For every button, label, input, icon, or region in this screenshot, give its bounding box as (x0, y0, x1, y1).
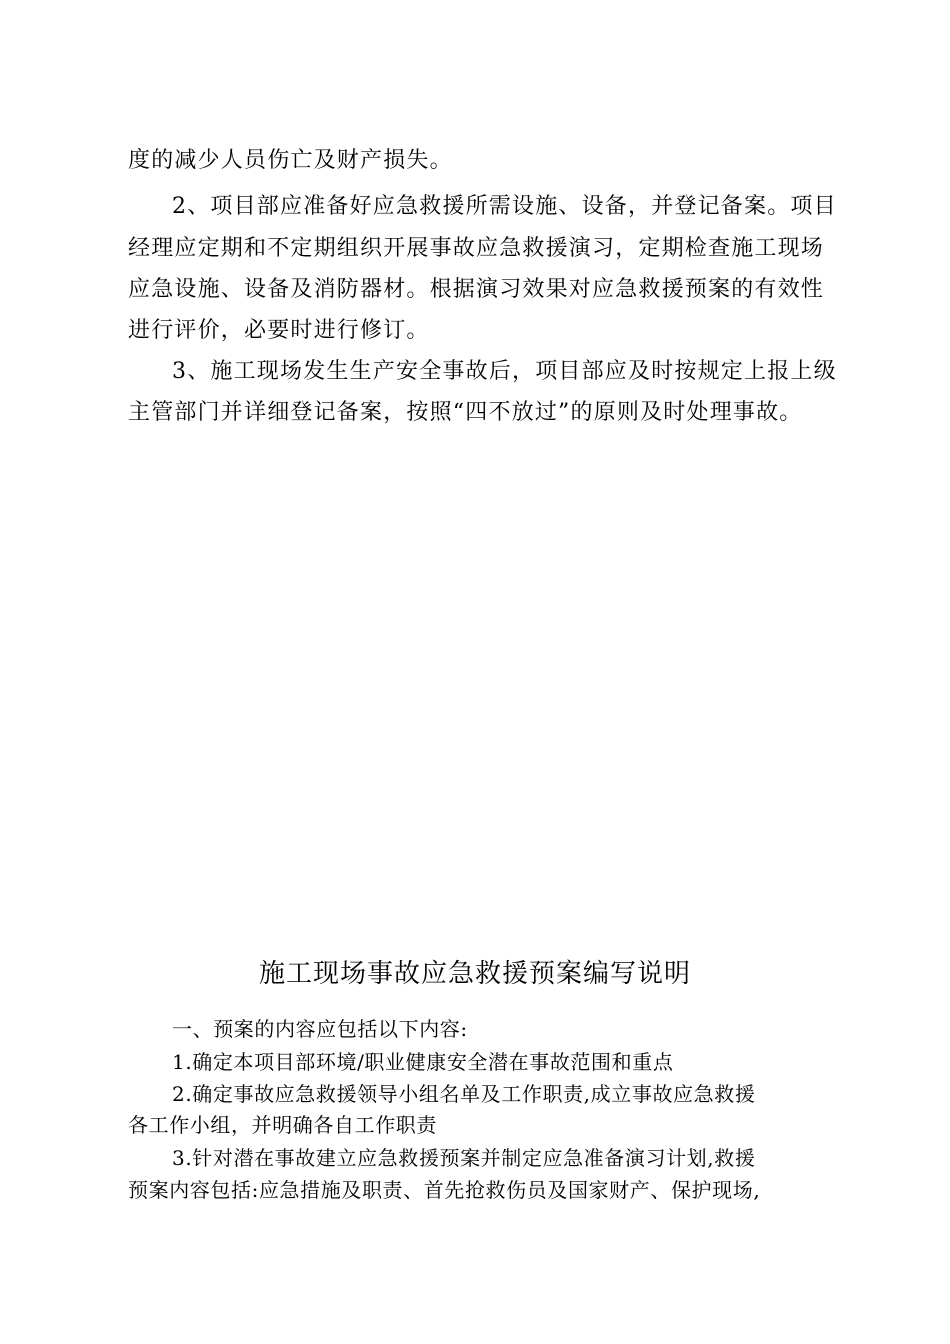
paragraph-line: 2、项目部应准备好应急救援所需设施、设备，并登记备案。项目 (172, 194, 837, 219)
paragraph-line: 度的减少人员伤亡及财产损失。 (128, 148, 453, 173)
paragraph-line: 3、施工现场发生生产安全事故后，项目部应及时按规定上报上级 (172, 359, 837, 384)
paragraph-line: 3.针对潜在事故建立应急救援预案并制定应急准备演习计划,救援 (172, 1146, 756, 1170)
paragraph-line: 一、预案的内容应包括以下内容: (172, 1017, 468, 1041)
paragraph-line: 经理应定期和不定期组织开展事故应急救援演习，定期检查施工现场 (128, 236, 825, 261)
section-title: 施工现场事故应急救援预案编写说明 (258, 959, 691, 989)
paragraph-line: 应急设施、设备及消防器材。根据演习效果对应急救援预案的有效性 (128, 277, 825, 302)
paragraph-line: 进行评价，必要时进行修订。 (128, 318, 430, 343)
paragraph-line: 各工作小组，并明确各自工作职责 (128, 1113, 437, 1137)
paragraph-line: 预案内容包括:应急措施及职责、首先抢救伤员及国家财产、保护现场, (128, 1178, 761, 1202)
paragraph-line: 2.确定事故应急救援领导小组名单及工作职责,成立事故应急救援 (172, 1082, 756, 1106)
paragraph-line: 1.确定本项目部环境/职业健康安全潜在事故范围和重点 (172, 1050, 674, 1074)
paragraph-line: 主管部门并详细登记备案，按照“四不放过”的原则及时处理事故。 (128, 400, 803, 425)
